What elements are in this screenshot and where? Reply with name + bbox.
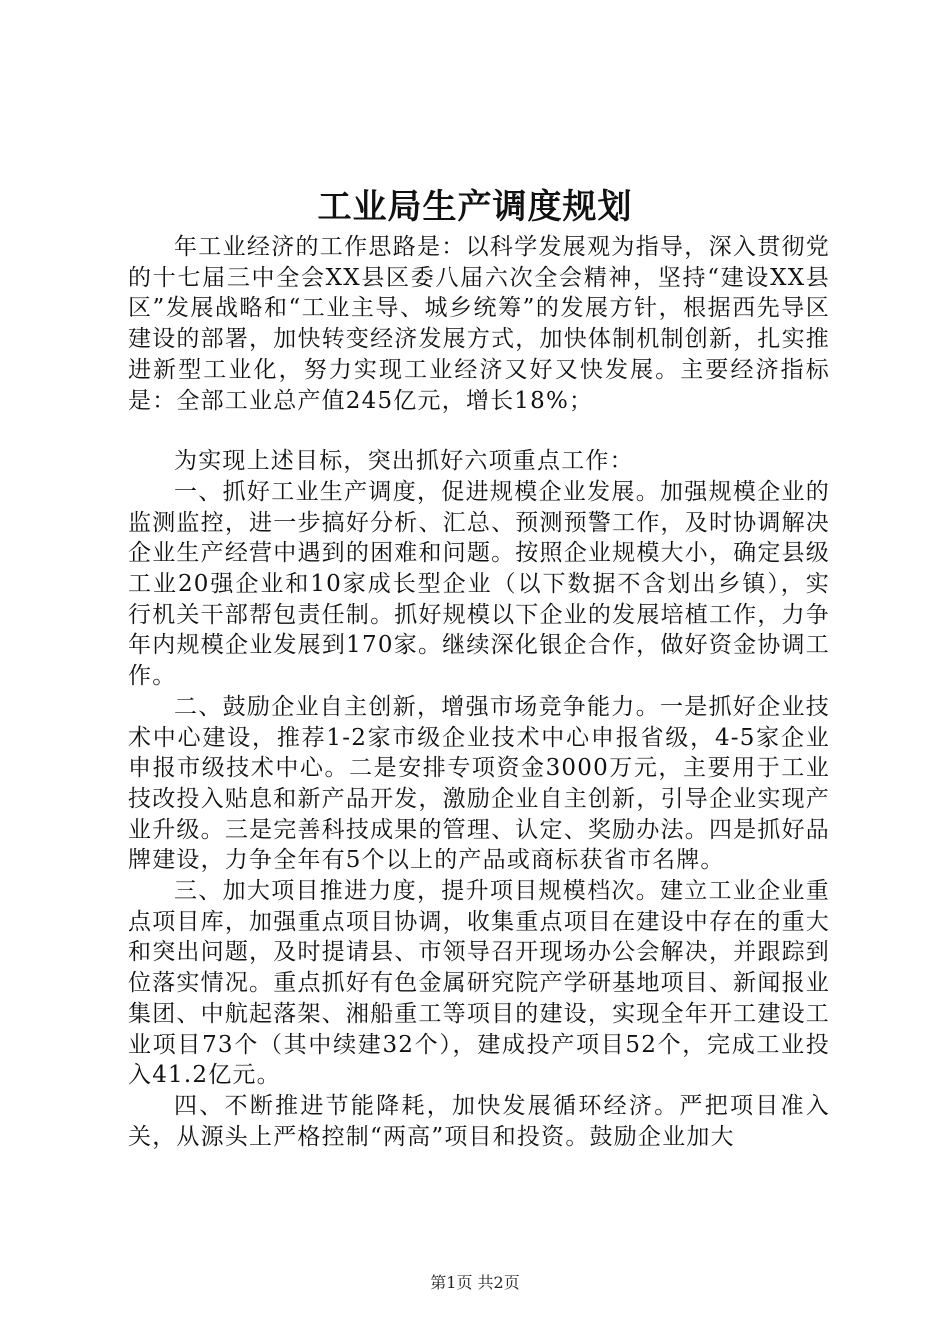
page-footer: 第1页 共2页: [430, 1273, 520, 1292]
paragraph-goals: 为实现上述目标，突出抓好六项重点工作：: [174, 448, 634, 475]
paragraph-item-2: 二、鼓励企业自主创新，增强市场竞争能力。一是抓好企业技术中心建设，推荐1-2家市级企业技术中心申报省级，4-5家企业申报市级技术中心。二是安排专项资金3000万元，主要用于工业技改投入贴息和新产品开发，激励企业自主创新，引导企业实现产业升级。三是完善科技成果的管理、认定、奖励办法。四是抓好品牌建设，力争全年有5个以上的产品或商标获省市名牌。: [128, 693, 830, 874]
paragraph-item-4: 四、不断推进节能降耗，加快发展循环经济。严把项目准入关，从源头上严格控制“两高”项目和投资。鼓励企业加大: [128, 1092, 830, 1150]
paragraph-intro: 年工业经济的工作思路是：以科学发展观为指导，深入贯彻党的十七届三中全会XX县区委八届六次全会精神，坚持“建设XX县区”发展战略和“工业主导、城乡统筹”的发展方针，根据西先导区建设的部署，加快转变经济发展方式，加快体制机制创新，扎实推进新型工业化，努力实现工业经济又好又快发展。主要经济指标是：全部工业总产值245亿元，增长18%；: [128, 234, 830, 414]
paragraph-item-3: 三、加大项目推进力度，提升项目规模档次。建立工业企业重点项目库，加强重点项目协调，收集重点项目在建设中存在的重大和突出问题，及时提请县、市领导召开现场办公会解决，并跟踪到位落实情况。重点抓好有色金属研究院产学研基地项目、新闻报业集团、中航起落架、湘船重工等项目的建设，实现全年开工建设工业项目73个（其中续建32个），建成投产项目52个，完成工业投入41.2亿元。: [128, 878, 830, 1089]
paragraph-item-1: 一、抓好工业生产调度，促进规模企业发展。加强规模企业的监测监控，进一步搞好分析、汇总、预测预警工作，及时协调解决企业生产经营中遇到的困难和问题。按照企业规模大小，确定县级工业20强企业和10家成长型企业（以下数据不含划出乡镇），实行机关干部帮包责任制。抓好规模以下企业的发展培植工作，力争年内规模企业发展到170家。继续深化银企合作，做好资金协调工作。: [128, 478, 830, 690]
document-title: 工业局生产调度规划: [317, 187, 633, 227]
document-body: [128, 232, 830, 1152]
